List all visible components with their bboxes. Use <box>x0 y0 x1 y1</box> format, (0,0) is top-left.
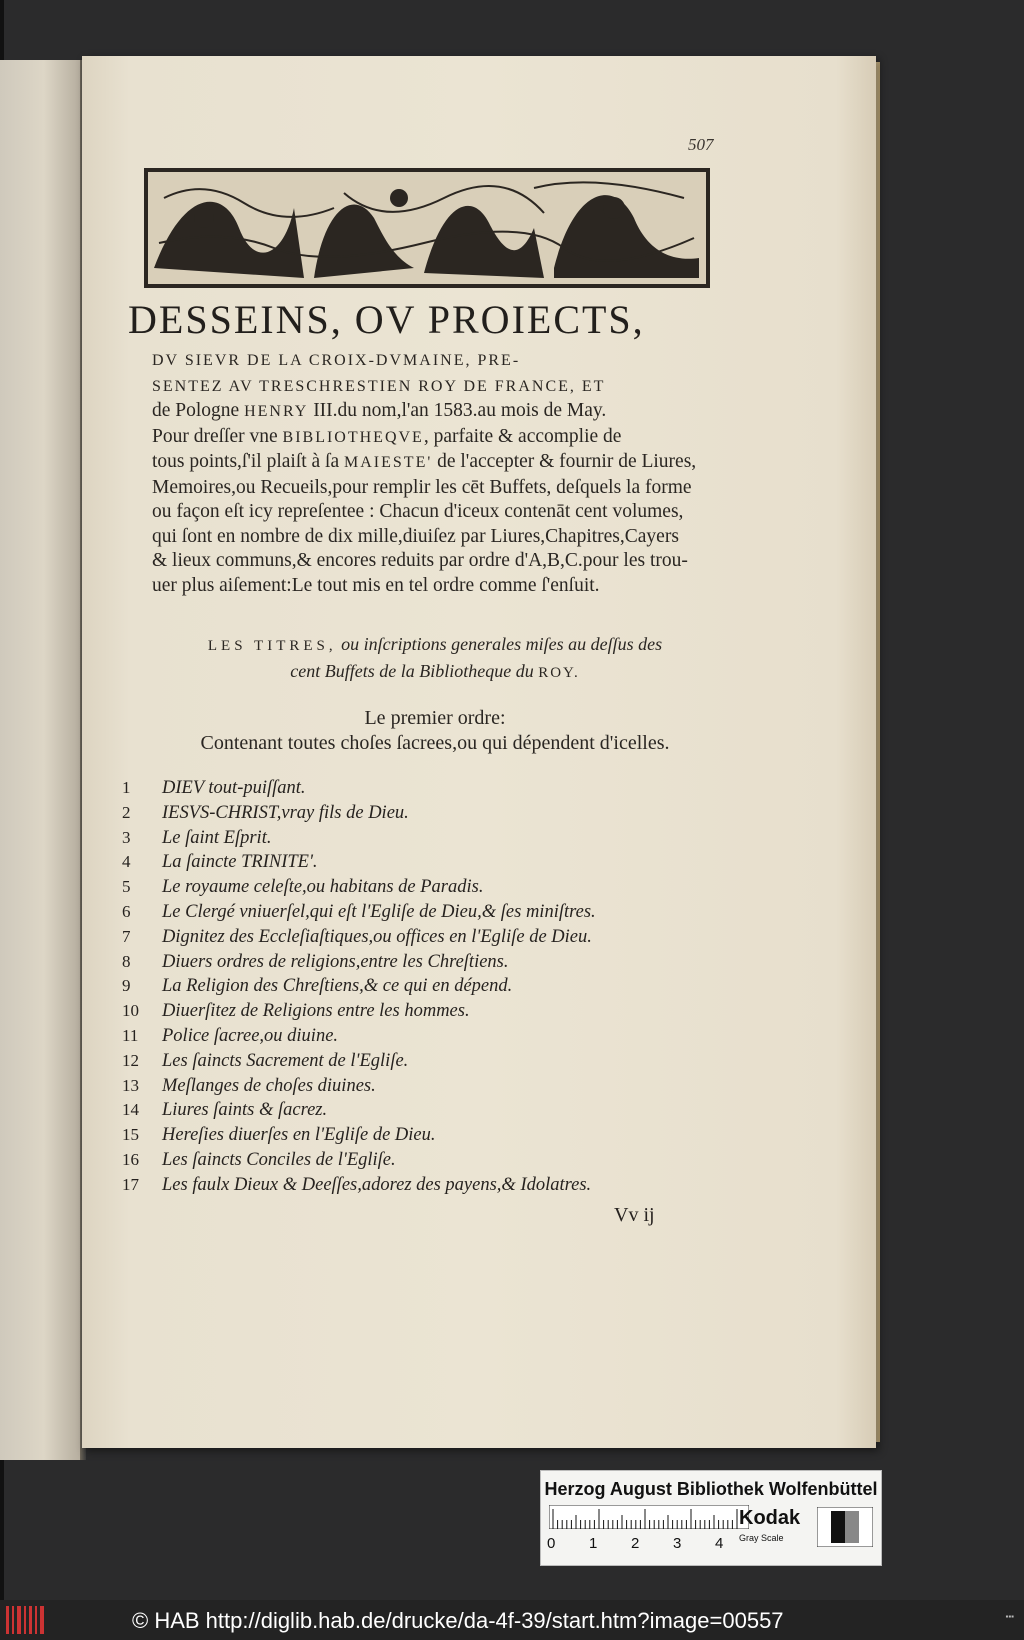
list-item <box>122 778 722 803</box>
ruler-digit: 2 <box>631 1535 640 1552</box>
intro-text: DV SIEVR DE LA CROIX-DVMAINE, PRE- <box>152 352 521 369</box>
intro-text: tous points,ſ'il plaiſt à ſa <box>152 451 345 472</box>
list-item <box>122 952 722 977</box>
footer-bar <box>0 1600 1024 1640</box>
list-item-number: 5 <box>122 877 131 897</box>
list-item-text: Liures ſaints & ſacrez. <box>162 1100 328 1121</box>
ruler-digit: 1 <box>589 1535 598 1552</box>
list-item-number: 11 <box>122 1025 139 1045</box>
intro-text: SENTEZ AV TRESCHRESTIEN ROY DE FRANCE, ET <box>152 377 606 395</box>
list-item-number: 16 <box>122 1149 139 1169</box>
list-item-number: 13 <box>122 1075 139 1095</box>
footer-copyright-link[interactable]: © HAB http://diglib.hab.de/drucke/da-4f-39/start.htm?image=00557 <box>132 1608 784 1633</box>
titres-caps: LES TITRES, <box>207 638 337 654</box>
ordre-heading: Le premier ordre: <box>364 707 506 729</box>
list-item <box>122 976 722 1001</box>
list-item-text: Hereſies diuerſes en l'Egliſe de Dieu. <box>162 1125 436 1146</box>
list-item <box>122 1076 722 1101</box>
list-item <box>122 1125 722 1150</box>
intro-line <box>152 399 722 425</box>
intro-text: Pour dreſſer vne <box>152 425 283 447</box>
list-item-text: La ſaincte TRINITE'. <box>162 852 318 873</box>
list-item <box>122 1150 722 1175</box>
list-item-text: Les ſaincts Sacrement de l'Egliſe. <box>162 1050 409 1071</box>
list-item-text: Diuers ordres de religions,entre les Chreſtiens. <box>162 951 509 972</box>
list-item <box>122 902 722 927</box>
intro-line <box>152 500 722 525</box>
intro-line <box>152 549 722 574</box>
list-item-number: 3 <box>122 827 131 847</box>
intro-text: BIBLIOTHEQVE <box>282 428 424 446</box>
intro-line <box>152 348 722 374</box>
list-item <box>122 1051 722 1076</box>
list-item <box>122 1026 722 1051</box>
intro-line <box>152 450 722 476</box>
list-item-number: 9 <box>122 976 131 996</box>
signature-mark: Vv ij <box>614 1204 655 1226</box>
list-item-text: DIEV tout-puiſſant. <box>162 778 306 798</box>
list-item-text: Le Clergé vniuerſel,qui eſt l'Egliſe de Dieu,& ſes miniſtres. <box>162 901 596 922</box>
intro-text: HENRY <box>244 403 309 420</box>
ruler-digit: 4 <box>715 1535 724 1552</box>
list-item-text: Meſlanges de choſes diuines. <box>162 1075 376 1096</box>
list-item-number: 4 <box>122 852 131 872</box>
color-calibration-card <box>540 1470 882 1566</box>
intro-text: de Pologne <box>152 400 245 421</box>
titres-roy: ROY. <box>538 665 580 681</box>
list-item-text: Police ſacree,ou diuine. <box>162 1025 339 1046</box>
list-item-number: 14 <box>122 1100 139 1120</box>
intro-line <box>152 374 722 400</box>
list-item-number: 10 <box>122 1001 139 1021</box>
titres-heading <box>150 632 720 686</box>
intro-text: ou façon eſt icy repreſentee : Chacun d'iceux contenāt cent volumes, <box>152 501 684 522</box>
titres-line-1: ou inſcriptions generales miſes au deſſus des <box>336 634 663 654</box>
intro-text: & lieux communs,& encores reduits par ordre d'A,B,C.pour les trou- <box>152 550 688 571</box>
list-item-number: 7 <box>122 926 131 946</box>
list-item-number: 2 <box>122 802 131 822</box>
list-item <box>122 927 722 952</box>
titres-line-2: cent Buffets de la Bibliotheque du <box>290 661 539 681</box>
intro-text: Memoires,ou Recueils,pour remplir les cēt Buffets, deſquels la forme <box>152 476 692 498</box>
footer-small-mark: ▪▪▪ <box>1005 1612 1014 1621</box>
list-item-text: Les ſaincts Conciles de l'Egliſe. <box>162 1149 396 1170</box>
decorative-header-woodcut <box>144 168 710 288</box>
list-item <box>122 1001 722 1026</box>
page-number: 507 <box>688 135 714 154</box>
list-item-number: 1 <box>122 778 131 797</box>
gray-patches <box>817 1507 873 1547</box>
page-title: DESSEINS, OV PROIECTS, <box>128 297 645 342</box>
list-item-number: 15 <box>122 1125 139 1145</box>
grayscale-label: Gray Scale <box>739 1533 784 1543</box>
list-item <box>122 1100 722 1125</box>
list-item-text: Le royaume celeſte,ou habitans de Paradis. <box>162 877 484 898</box>
intro-text: MAIESTE' <box>344 454 433 471</box>
list-item-text: Le ſaint Eſprit. <box>162 827 272 848</box>
intro-paragraph <box>152 348 722 598</box>
ordre-heading-block <box>150 706 720 756</box>
list-item <box>122 828 722 853</box>
intro-line <box>152 425 722 451</box>
ruler-scale <box>549 1505 749 1529</box>
intro-text: , parfaite & accomplie de <box>423 425 622 447</box>
list-item <box>122 877 722 902</box>
barcode-icon <box>6 1606 48 1634</box>
ruler-digit: 3 <box>673 1535 682 1552</box>
list-item-number: 17 <box>122 1174 139 1194</box>
intro-text: uer plus aiſement:Le tout mis en tel ordre comme ſ'enſuit. <box>152 574 600 596</box>
intro-text: de l'accepter & fournir de Liures, <box>432 451 697 472</box>
list-item-number: 12 <box>122 1050 139 1070</box>
ordre-subheading: Contenant toutes choſes ſacrees,ou qui dépendent d'icelles. <box>200 732 670 754</box>
intro-line <box>152 574 722 599</box>
facing-page <box>0 60 80 1460</box>
list-item-number: 8 <box>122 951 131 971</box>
list-item-text: Dignitez des Eccleſiaſtiques,ou offices en l'Egliſe de Dieu. <box>162 926 592 947</box>
intro-text: III.du nom,l'an 1583.au mois de May. <box>308 400 607 421</box>
titles-list <box>122 778 722 1200</box>
list-item-number: 6 <box>122 901 131 921</box>
intro-line <box>152 476 722 501</box>
list-item-text: IESVS-CHRIST,vray fils de Dieu. <box>162 802 409 823</box>
list-item <box>122 852 722 877</box>
list-item-text: La Religion des Chreſtiens,& ce qui en dépend. <box>162 976 513 997</box>
card-title: Herzog August Bibliothek Wolfenbüttel <box>544 1479 878 1499</box>
list-item <box>122 803 722 828</box>
list-item <box>122 1175 722 1200</box>
ruler-digits <box>547 1535 757 1552</box>
list-item-text: Diuerſitez de Religions entre les hommes. <box>162 1001 470 1022</box>
intro-line <box>152 525 722 550</box>
intro-text: qui ſont en nombre de dix mille,diuiſez par Liures,Chapitres,Cayers <box>152 525 679 547</box>
list-item-text: Les faulx Dieux & Deeſſes,adorez des payens,& Idolatres. <box>162 1174 592 1195</box>
kodak-logo: Kodak <box>739 1507 801 1529</box>
ruler-digit: 0 <box>547 1535 556 1552</box>
